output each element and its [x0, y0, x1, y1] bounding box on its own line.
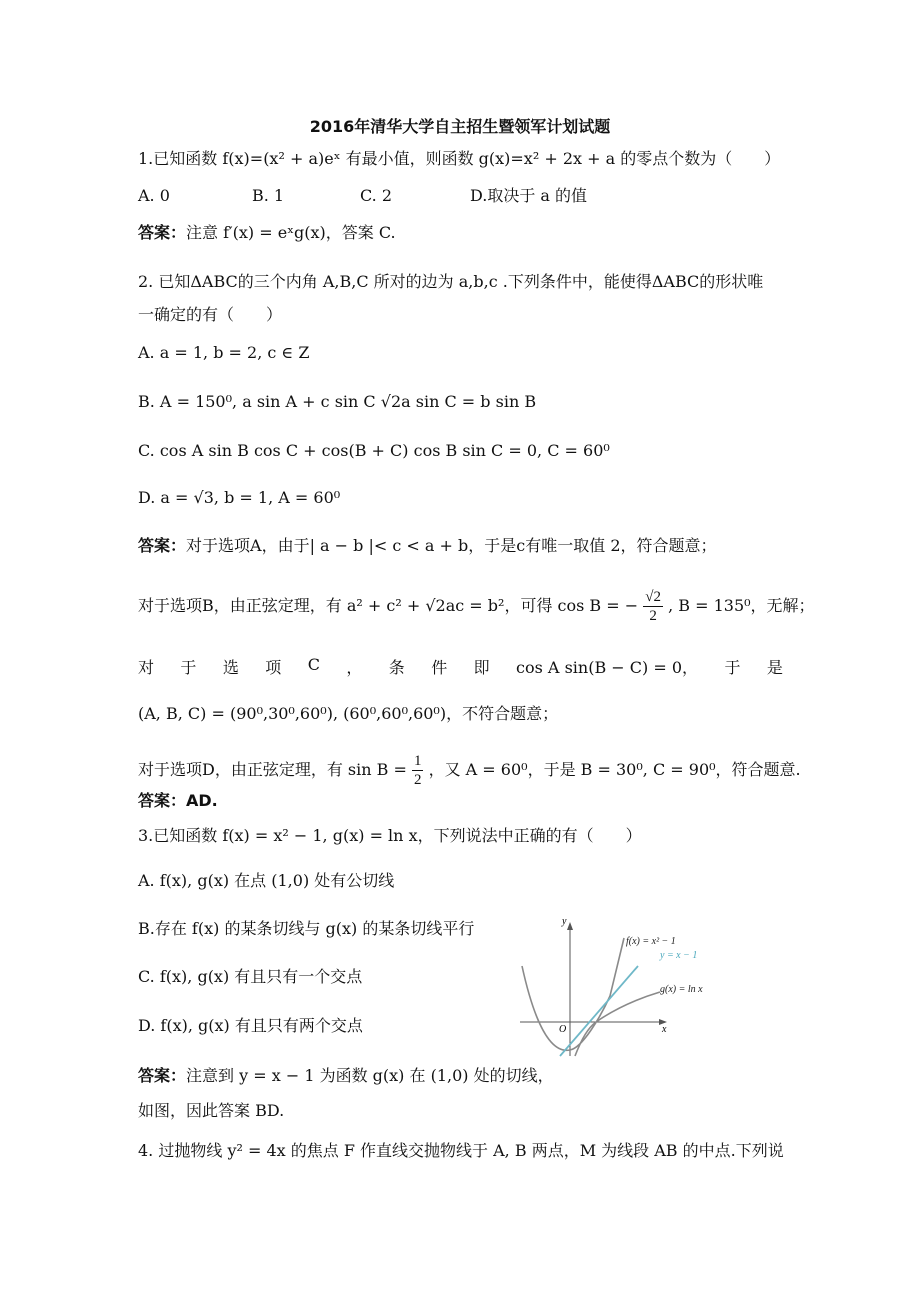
tangent-line [560, 966, 638, 1056]
q2-answer-c-line2: (A, B, C) = (90⁰,30⁰,60⁰), (60⁰,60⁰,60⁰)，不符合题意； [138, 704, 559, 723]
q1-option-b: B. 1 [252, 186, 285, 205]
q2-answer-d-num: 1 [413, 753, 422, 769]
q2-answer-c-part: 于 [180, 658, 197, 677]
function-graph [520, 918, 735, 1058]
q3-option-a: A. f(x), g(x) 在点 (1,0) 处有公切线 [138, 871, 395, 890]
q2-answer-c-part: 对 [138, 658, 155, 677]
q2-option-d: D. a = √3, b = 1, A = 60⁰ [138, 488, 341, 507]
q2-answer-b-post: , B = 135⁰，无解； [668, 596, 815, 615]
q2-answer-d-post: ，又 A = 60⁰，于是 B = 30⁰, C = 90⁰，符合题意. [428, 760, 801, 779]
q1-option-d: D.取决于 a 的值 [470, 186, 588, 205]
q2-answer-c-part: 件 [431, 658, 448, 677]
q2-answer-d-pre: 对于选项D，由正弦定理，有 sin B = [138, 760, 407, 779]
x-axis-label: x [662, 1024, 667, 1035]
q2-answer-c-part: 是 [766, 658, 783, 677]
curve-f [522, 938, 624, 1050]
q1-option-a: A. 0 [138, 186, 170, 205]
y-axis-arrow-icon [567, 922, 573, 930]
y-axis-label: y [562, 918, 567, 927]
q2-answer-label: 答案： [138, 536, 187, 555]
q2-answer-d [138, 752, 801, 789]
q3-option-c: C. f(x), g(x) 有且只有一个交点 [138, 967, 363, 986]
q2-answer-d-fraction [412, 752, 424, 789]
q4-stem: 4. 过抛物线 y² = 4x 的焦点 F 作直线交抛物线于 A, B 两点，M 为线段 AB 的中点.下列说 [138, 1141, 784, 1160]
q2-answer-b-fraction [643, 588, 663, 625]
q2-answer-a [138, 535, 717, 557]
q2-answer-c-part: 项 [265, 658, 282, 677]
q3-answer-text: 注意到 y = x − 1 为函数 g(x) 在 (1,0) 处的切线， [186, 1066, 554, 1085]
q2-option-a: A. a = 1, b = 2, c ∈ Z [138, 343, 310, 362]
q2-stem-line1: 2. 已知ΔABC的三个内角 A,B,C 所对的边为 a,b,c .下列条件中，能使得ΔABC的形状唯 [138, 272, 764, 291]
page-title: 2016年清华大学自主招生暨领军计划试题 [309, 117, 611, 136]
q3-stem: 3.已知函数 f(x) = x² − 1, g(x) = ln x，下列说法中正确的有（ ） [138, 826, 642, 845]
q3-answer-line2: 如图，因此答案 BD. [138, 1101, 285, 1120]
label-line: y = x − 1 [660, 950, 698, 961]
q2-answer-c-part: 即 [473, 658, 490, 677]
q2-answer-b-pre: 对于选项B，由正弦定理，有 a² + c² + √2ac = b²，可得 cos B = − [138, 596, 639, 615]
q3-answer-label: 答案： [138, 1066, 187, 1085]
q2-answer-b-den: 2 [649, 608, 657, 624]
q2-answer-c-part: ， [346, 658, 363, 677]
label-f: f(x) = x² − 1 [626, 936, 676, 947]
q1-stem: 1.已知函数 f(x)=(x² + a)eˣ 有最小值，则函数 g(x)=x² + 2x + a 的零点个数为（ ） [138, 149, 781, 168]
q1-answer [138, 222, 396, 244]
q2-answer-c-line1 [138, 655, 783, 678]
q2-answer-c-part: cos A sin(B − C) = 0， [516, 658, 699, 677]
q2-answer-a-text: 对于选项A，由于| a − b |< c < a + b，于是c有唯一取值 2，符合题意； [186, 536, 717, 555]
q2-option-c: C. cos A sin B cos C + cos(B + C) cos B sin C = 0, C = 60⁰ [138, 441, 610, 460]
q2-answer-c-part: 选 [222, 658, 239, 677]
q3-answer [138, 1065, 554, 1087]
q3-option-b: B.存在 f(x) 的某条切线与 g(x) 的某条切线平行 [138, 919, 475, 938]
q2-option-b: B. A = 150⁰, a sin A + c sin C √2a sin C = b sin B [138, 392, 537, 411]
q1-option-c: C. 2 [360, 186, 393, 205]
q1-answer-label: 答案： [138, 223, 187, 242]
q2-answer-c-part: C [307, 655, 320, 674]
q3-option-d: D. f(x), g(x) 有且只有两个交点 [138, 1016, 363, 1035]
q2-answer-c-part: 条 [388, 658, 405, 677]
q2-stem-line2: 一确定的有（ ） [138, 305, 283, 324]
label-g: g(x) = ln x [660, 984, 703, 995]
q2-answer-d-den: 2 [413, 772, 422, 788]
q2-answer-c-part: 于 [724, 658, 741, 677]
q2-final-answer: 答案：AD. [138, 791, 218, 810]
origin-label: O [559, 1024, 567, 1035]
q2-answer-b [138, 588, 815, 625]
q2-answer-b-num: √2 [645, 589, 661, 605]
q1-answer-text: 注意 f′(x) = eˣg(x)，答案 C. [186, 223, 396, 242]
